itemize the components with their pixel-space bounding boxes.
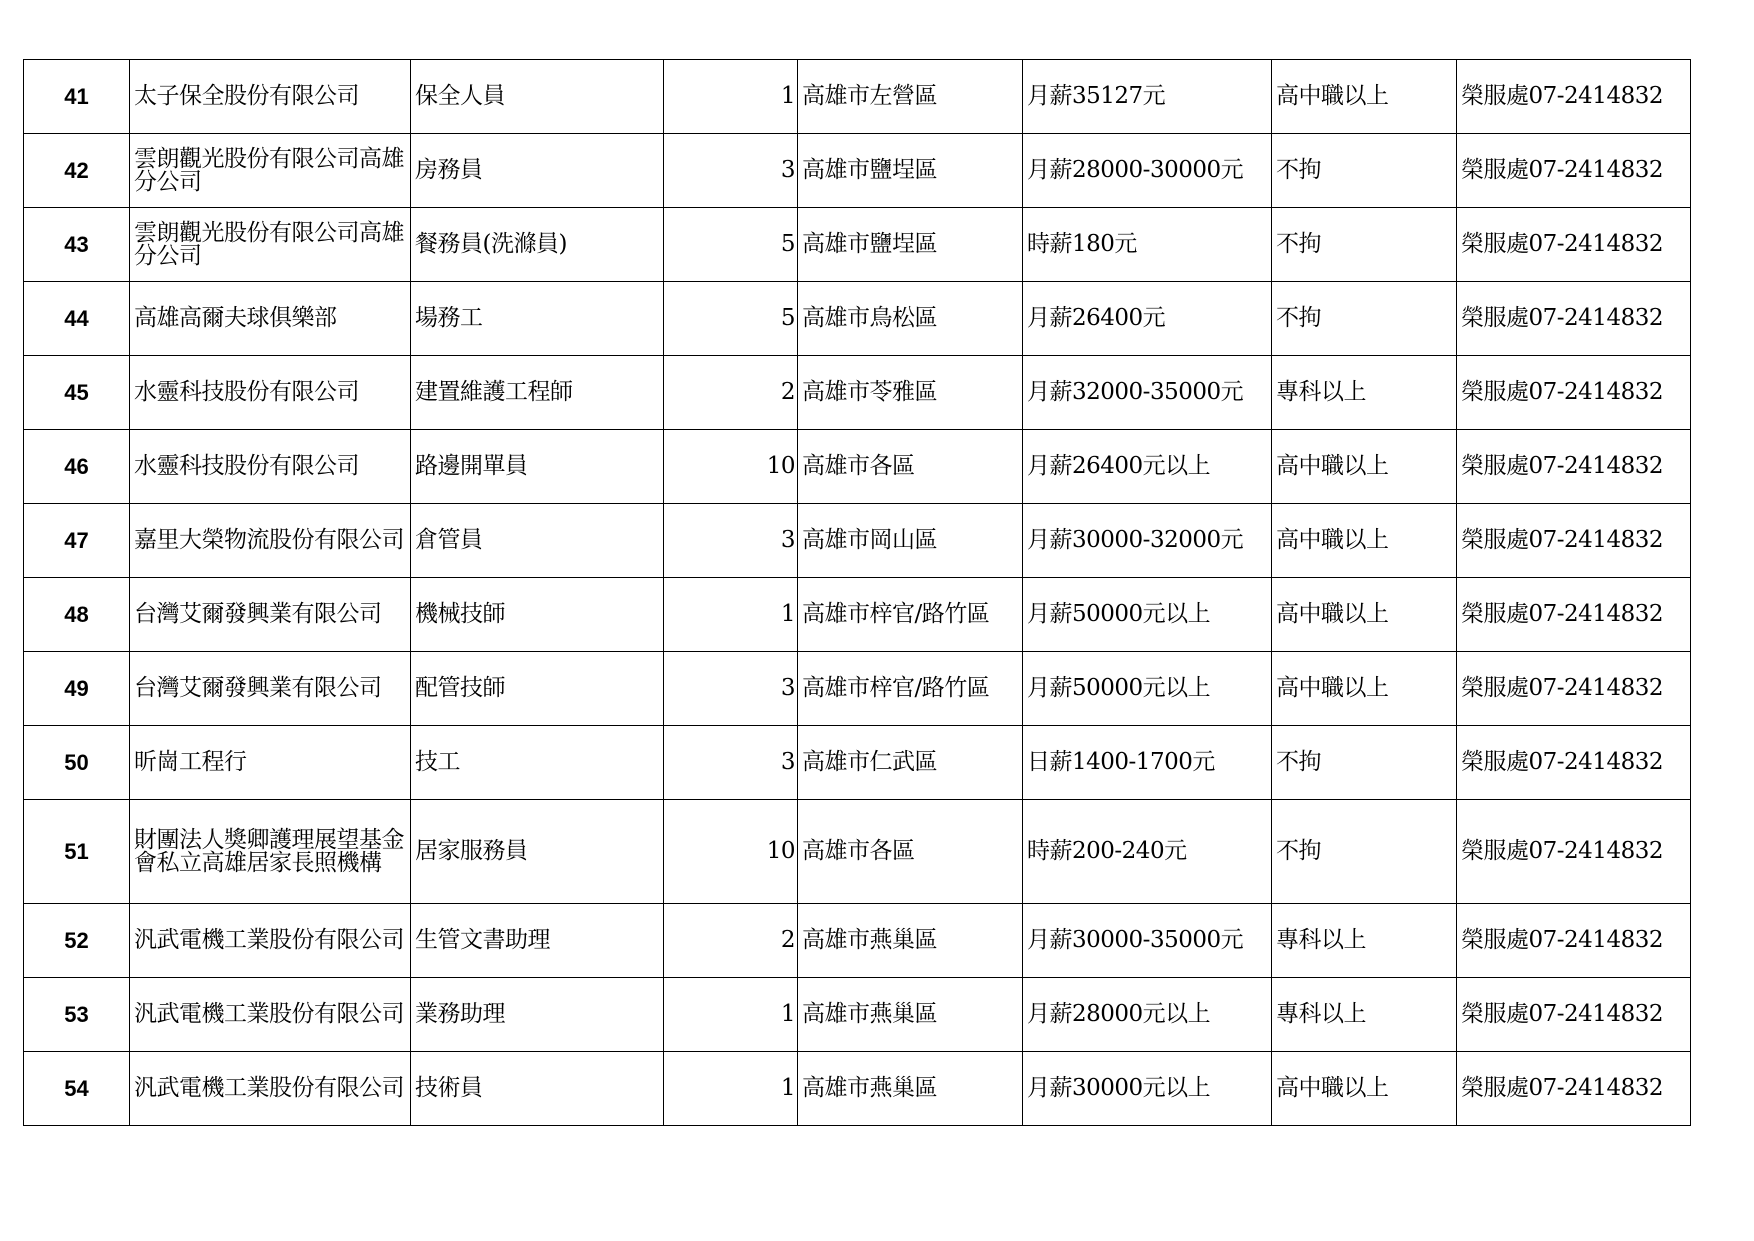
company-name-cell: 台灣艾爾發興業有限公司 [130, 652, 411, 726]
job-position-cell: 配管技師 [411, 652, 664, 726]
table-row [24, 356, 1691, 430]
row-number-cell: 41 [24, 60, 130, 134]
job-position-cell: 業務助理 [411, 978, 664, 1052]
education-requirement-cell: 不拘 [1272, 208, 1457, 282]
contact-info-cell: 榮服處07-2414832 [1457, 726, 1691, 800]
salary-cell: 月薪28000-30000元 [1023, 134, 1272, 208]
row-number-cell: 42 [24, 134, 130, 208]
job-position-cell: 建置維護工程師 [411, 356, 664, 430]
salary-cell: 月薪26400元 [1023, 282, 1272, 356]
work-location-cell: 高雄市各區 [798, 800, 1023, 904]
job-position-cell: 機械技師 [411, 578, 664, 652]
table-row [24, 726, 1691, 800]
job-position-cell: 保全人員 [411, 60, 664, 134]
table-row [24, 134, 1691, 208]
education-requirement-cell: 專科以上 [1272, 978, 1457, 1052]
contact-info-cell: 榮服處07-2414832 [1457, 430, 1691, 504]
company-name-cell: 台灣艾爾發興業有限公司 [130, 578, 411, 652]
job-quantity-cell: 10 [664, 430, 798, 504]
contact-info-cell: 榮服處07-2414832 [1457, 60, 1691, 134]
row-number-cell: 44 [24, 282, 130, 356]
education-requirement-cell: 不拘 [1272, 282, 1457, 356]
job-quantity-cell: 1 [664, 1052, 798, 1126]
job-position-cell: 技術員 [411, 1052, 664, 1126]
job-table-body [24, 60, 1691, 1126]
contact-info-cell: 榮服處07-2414832 [1457, 356, 1691, 430]
education-requirement-cell: 高中職以上 [1272, 578, 1457, 652]
work-location-cell: 高雄市梓官/路竹區 [798, 652, 1023, 726]
education-requirement-cell: 高中職以上 [1272, 652, 1457, 726]
salary-cell: 月薪30000元以上 [1023, 1052, 1272, 1126]
job-quantity-cell: 3 [664, 726, 798, 800]
company-name-cell: 雲朗觀光股份有限公司高雄分公司 [130, 208, 411, 282]
work-location-cell: 高雄市仁武區 [798, 726, 1023, 800]
contact-info-cell: 榮服處07-2414832 [1457, 652, 1691, 726]
table-row [24, 652, 1691, 726]
contact-info-cell: 榮服處07-2414832 [1457, 978, 1691, 1052]
education-requirement-cell: 高中職以上 [1272, 1052, 1457, 1126]
contact-info-cell: 榮服處07-2414832 [1457, 282, 1691, 356]
company-name-cell: 雲朗觀光股份有限公司高雄分公司 [130, 134, 411, 208]
salary-cell: 月薪30000-35000元 [1023, 904, 1272, 978]
company-name-cell: 昕崗工程行 [130, 726, 411, 800]
table-row [24, 282, 1691, 356]
company-name-cell: 太子保全股份有限公司 [130, 60, 411, 134]
contact-info-cell: 榮服處07-2414832 [1457, 578, 1691, 652]
row-number-cell: 45 [24, 356, 130, 430]
work-location-cell: 高雄市鳥松區 [798, 282, 1023, 356]
contact-info-cell: 榮服處07-2414832 [1457, 134, 1691, 208]
salary-cell: 月薪35127元 [1023, 60, 1272, 134]
table-row [24, 504, 1691, 578]
job-quantity-cell: 3 [664, 652, 798, 726]
job-position-cell: 生管文書助理 [411, 904, 664, 978]
table-row [24, 1052, 1691, 1126]
work-location-cell: 高雄市鹽埕區 [798, 208, 1023, 282]
education-requirement-cell: 高中職以上 [1272, 504, 1457, 578]
table-row [24, 578, 1691, 652]
work-location-cell: 高雄市燕巢區 [798, 978, 1023, 1052]
salary-cell: 月薪30000-32000元 [1023, 504, 1272, 578]
company-name-cell: 水靈科技股份有限公司 [130, 430, 411, 504]
education-requirement-cell: 不拘 [1272, 800, 1457, 904]
company-name-cell: 財團法人獎卿護理展望基金會私立高雄居家長照機構 [130, 800, 411, 904]
education-requirement-cell: 專科以上 [1272, 356, 1457, 430]
company-name-cell: 汎武電機工業股份有限公司 [130, 1052, 411, 1126]
job-quantity-cell: 1 [664, 978, 798, 1052]
contact-info-cell: 榮服處07-2414832 [1457, 904, 1691, 978]
row-number-cell: 54 [24, 1052, 130, 1126]
company-name-cell: 汎武電機工業股份有限公司 [130, 978, 411, 1052]
salary-cell: 月薪28000元以上 [1023, 978, 1272, 1052]
work-location-cell: 高雄市各區 [798, 430, 1023, 504]
company-name-cell: 水靈科技股份有限公司 [130, 356, 411, 430]
contact-info-cell: 榮服處07-2414832 [1457, 504, 1691, 578]
salary-cell: 日薪1400-1700元 [1023, 726, 1272, 800]
job-quantity-cell: 1 [664, 60, 798, 134]
education-requirement-cell: 專科以上 [1272, 904, 1457, 978]
work-location-cell: 高雄市燕巢區 [798, 1052, 1023, 1126]
salary-cell: 時薪180元 [1023, 208, 1272, 282]
salary-cell: 月薪50000元以上 [1023, 652, 1272, 726]
row-number-cell: 43 [24, 208, 130, 282]
job-position-cell: 路邊開單員 [411, 430, 664, 504]
salary-cell: 月薪32000-35000元 [1023, 356, 1272, 430]
company-name-cell: 高雄高爾夫球俱樂部 [130, 282, 411, 356]
row-number-cell: 48 [24, 578, 130, 652]
salary-cell: 月薪50000元以上 [1023, 578, 1272, 652]
row-number-cell: 49 [24, 652, 130, 726]
table-row [24, 800, 1691, 904]
work-location-cell: 高雄市燕巢區 [798, 904, 1023, 978]
work-location-cell: 高雄市梓官/路竹區 [798, 578, 1023, 652]
table-row [24, 60, 1691, 134]
job-position-cell: 居家服務員 [411, 800, 664, 904]
salary-cell: 月薪26400元以上 [1023, 430, 1272, 504]
education-requirement-cell: 不拘 [1272, 726, 1457, 800]
job-listing-table [23, 59, 1691, 1126]
table-row [24, 904, 1691, 978]
table-row [24, 208, 1691, 282]
work-location-cell: 高雄市岡山區 [798, 504, 1023, 578]
job-quantity-cell: 2 [664, 904, 798, 978]
work-location-cell: 高雄市鹽埕區 [798, 134, 1023, 208]
education-requirement-cell: 高中職以上 [1272, 60, 1457, 134]
company-name-cell: 嘉里大榮物流股份有限公司 [130, 504, 411, 578]
work-location-cell: 高雄市苓雅區 [798, 356, 1023, 430]
job-position-cell: 房務員 [411, 134, 664, 208]
job-position-cell: 餐務員(洗滌員) [411, 208, 664, 282]
job-quantity-cell: 5 [664, 208, 798, 282]
row-number-cell: 53 [24, 978, 130, 1052]
education-requirement-cell: 不拘 [1272, 134, 1457, 208]
job-quantity-cell: 1 [664, 578, 798, 652]
job-position-cell: 倉管員 [411, 504, 664, 578]
education-requirement-cell: 高中職以上 [1272, 430, 1457, 504]
job-quantity-cell: 3 [664, 504, 798, 578]
job-position-cell: 場務工 [411, 282, 664, 356]
job-quantity-cell: 2 [664, 356, 798, 430]
table-row [24, 430, 1691, 504]
contact-info-cell: 榮服處07-2414832 [1457, 1052, 1691, 1126]
contact-info-cell: 榮服處07-2414832 [1457, 208, 1691, 282]
row-number-cell: 51 [24, 800, 130, 904]
work-location-cell: 高雄市左營區 [798, 60, 1023, 134]
row-number-cell: 52 [24, 904, 130, 978]
contact-info-cell: 榮服處07-2414832 [1457, 800, 1691, 904]
job-quantity-cell: 3 [664, 134, 798, 208]
job-position-cell: 技工 [411, 726, 664, 800]
row-number-cell: 47 [24, 504, 130, 578]
salary-cell: 時薪200-240元 [1023, 800, 1272, 904]
job-quantity-cell: 10 [664, 800, 798, 904]
job-quantity-cell: 5 [664, 282, 798, 356]
table-row [24, 978, 1691, 1052]
row-number-cell: 46 [24, 430, 130, 504]
company-name-cell: 汎武電機工業股份有限公司 [130, 904, 411, 978]
row-number-cell: 50 [24, 726, 130, 800]
